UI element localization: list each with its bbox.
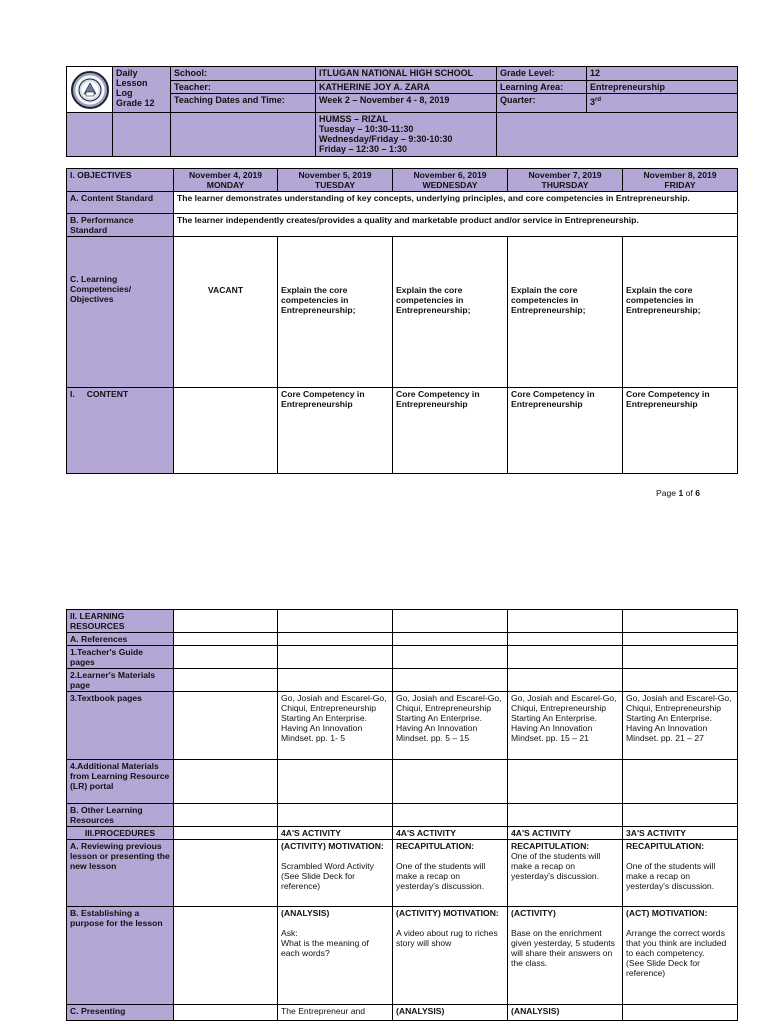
- day-date: November 8, 2019: [643, 170, 717, 180]
- log-title-line: Daily: [116, 68, 138, 78]
- day-name: WEDNESDAY: [422, 180, 478, 190]
- textbook-cell: Go, Josiah and Escarel-Go, Chiqui, Entrepreneurship Starting An Enterprise. Having An Innovation Mindset. pp. 1- 5: [278, 692, 393, 760]
- cell-heading: (ANALYSIS): [281, 908, 330, 918]
- establishing-cell: [508, 907, 623, 1005]
- day-name: THURSDAY: [541, 180, 589, 190]
- objectives-section-label: I. OBJECTIVES: [67, 169, 174, 192]
- textbook-cell: [174, 692, 278, 760]
- empty-cell: [508, 804, 623, 827]
- grade-level-value: 12: [587, 67, 738, 81]
- header-empty-cell: [113, 113, 171, 157]
- procedure-header: 4A'S ACTIVITY: [278, 827, 393, 840]
- log-title-line: Grade 12: [116, 98, 155, 108]
- cell-text: One of the students will make a recap on yesterday's discussion.: [511, 851, 601, 881]
- procedures-section-label: III.PROCEDURES: [67, 827, 174, 840]
- schedule-line: Tuesday – 10:30-11:30: [319, 124, 414, 134]
- content-label: I. CONTENT: [67, 388, 174, 474]
- content-cell: Core Competency in Entrepreneurship: [278, 388, 393, 474]
- learners-materials-label: 2.Learner's Materials page: [67, 669, 174, 692]
- page-current: 1: [678, 488, 684, 498]
- competency-cell: Explain the core competencies in Entrepreneurship;: [278, 237, 393, 388]
- presenting-cell: (ANALYSIS): [393, 1005, 508, 1021]
- cell-heading: (ACTIVITY) MOTIVATION:: [281, 841, 384, 851]
- page-middle: of: [683, 488, 696, 498]
- presenting-label: C. Presenting: [67, 1005, 174, 1021]
- empty-cell: [393, 633, 508, 646]
- log-title: [113, 67, 171, 113]
- performance-standard-label: B. Performance Standard: [67, 214, 174, 237]
- presenting-cell: (ANALYSIS): [508, 1005, 623, 1021]
- references-label: A. References: [67, 633, 174, 646]
- schedule-line: Friday – 12:30 – 1:30: [319, 144, 408, 154]
- quarter-suffix: rd: [595, 97, 602, 103]
- competency-cell: Explain the core competencies in Entrepreneurship;: [508, 237, 623, 388]
- cell-text: One of the students will make a recap on yesterday's discussion.: [626, 861, 716, 891]
- establishing-cell: [174, 907, 278, 1005]
- competency-cell: VACANT: [174, 237, 278, 388]
- quarter-value: [587, 94, 738, 113]
- teacher-label: Teacher:: [171, 81, 316, 94]
- empty-cell: [393, 804, 508, 827]
- competency-cell: Explain the core competencies in Entrepreneurship;: [393, 237, 508, 388]
- page-total: 6: [695, 488, 700, 498]
- competency-cell: Explain the core competencies in Entrepreneurship;: [623, 237, 738, 388]
- reviewing-cell: [623, 840, 738, 907]
- textbook-cell: Go, Josiah and Escarel-Go, Chiqui, Entrepreneurship Starting An Enterprise. Having An Innovation Mindset. pp. 15 – 21: [508, 692, 623, 760]
- empty-cell: [278, 804, 393, 827]
- day-date: November 5, 2019: [298, 170, 372, 180]
- content-cell: [174, 388, 278, 474]
- presenting-cell: [174, 1005, 278, 1021]
- content-cell: Core Competency in Entrepreneurship: [393, 388, 508, 474]
- schedule-line: Wednesday/Friday – 9:30-10:30: [319, 134, 453, 144]
- day-header: [508, 169, 623, 192]
- cell-text: Scrambled Word Activity (See Slide Deck for reference): [281, 861, 374, 891]
- empty-cell: [508, 610, 623, 633]
- reviewing-cell: [174, 840, 278, 907]
- empty-cell: [508, 633, 623, 646]
- page-prefix: Page: [656, 488, 679, 498]
- day-header: [278, 169, 393, 192]
- day-date: November 7, 2019: [528, 170, 602, 180]
- empty-cell: [623, 804, 738, 827]
- school-label: School:: [171, 67, 316, 81]
- seal-emblem-icon: [77, 77, 103, 103]
- quarter-label: Quarter:: [497, 94, 587, 113]
- textbook-cell: Go, Josiah and Escarel-Go, Chiqui, Entrepreneurship Starting An Enterprise. Having An Innovation Mindset. pp. 21 – 27: [623, 692, 738, 760]
- learning-area-value: Entrepreneurship: [587, 81, 738, 94]
- day-date: November 6, 2019: [413, 170, 487, 180]
- empty-cell: [174, 646, 278, 669]
- reviewing-label: A. Reviewing previous lesson or presenting the new lesson: [67, 840, 174, 907]
- header-empty-cell: [67, 113, 113, 157]
- dates-label: Teaching Dates and Time:: [171, 94, 316, 113]
- procedure-header: 3A'S ACTIVITY: [623, 827, 738, 840]
- day-date: November 4, 2019: [188, 170, 263, 180]
- establishing-label: B. Establishing a purpose for the lesson: [67, 907, 174, 1005]
- teacher-value: KATHERINE JOY A. ZARA: [316, 81, 497, 94]
- procedure-header: 4A'S ACTIVITY: [508, 827, 623, 840]
- reviewing-cell: [278, 840, 393, 907]
- empty-cell: [393, 669, 508, 692]
- cell-heading: (ACTIVITY) MOTIVATION:: [396, 908, 499, 918]
- resources-table: [66, 609, 738, 1021]
- cell-text: A video about rug to riches story will show: [396, 928, 498, 948]
- empty-cell: [278, 610, 393, 633]
- empty-cell: [508, 646, 623, 669]
- quarter-number: 3: [590, 97, 596, 107]
- empty-cell: [623, 760, 738, 804]
- content-cell: Core Competency in Entrepreneurship: [623, 388, 738, 474]
- empty-cell: [393, 646, 508, 669]
- empty-cell: [174, 610, 278, 633]
- textbook-cell: Go, Josiah and Escarel-Go, Chiqui, Entrepreneurship Starting An Enterprise. Having An Innovation Mindset. pp. 5 – 15: [393, 692, 508, 760]
- empty-cell: [508, 760, 623, 804]
- schedule-line: HUMSS – RIZAL: [319, 114, 389, 124]
- objectives-table: [66, 168, 738, 474]
- empty-cell: [278, 646, 393, 669]
- day-header: [393, 169, 508, 192]
- cell-heading: RECAPITULATION:: [396, 841, 475, 851]
- empty-cell: [393, 760, 508, 804]
- procedure-header: [174, 827, 278, 840]
- cell-text: One of the students will make a recap on yesterday's discussion.: [396, 861, 486, 891]
- empty-cell: [508, 669, 623, 692]
- day-name: MONDAY: [206, 180, 245, 190]
- resources-section-label: II. LEARNING RESOURCES: [67, 610, 174, 633]
- day-header: [623, 169, 738, 192]
- reviewing-cell: [393, 840, 508, 907]
- deped-seal: [67, 67, 113, 113]
- establishing-cell: [278, 907, 393, 1005]
- content-standard: The learner demonstrates understanding of key concepts, underlying principles, and core competencies in Entrepreneurship.: [174, 192, 738, 214]
- day-name: TUESDAY: [314, 180, 356, 190]
- competencies-label: C. Learning Competencies/ Objectives: [67, 237, 174, 388]
- establishing-cell: [393, 907, 508, 1005]
- empty-cell: [174, 804, 278, 827]
- empty-cell: [623, 646, 738, 669]
- cell-heading: (ACTIVITY): [511, 908, 556, 918]
- dates-value: Week 2 – November 4 - 8, 2019: [316, 94, 497, 113]
- page-number: [656, 488, 700, 498]
- procedure-header: 4A'S ACTIVITY: [393, 827, 508, 840]
- school-value: ITLUGAN NATIONAL HIGH SCHOOL: [316, 67, 497, 81]
- day-header: [174, 169, 278, 192]
- content-standard-label: A. Content Standard: [67, 192, 174, 214]
- reviewing-cell: [508, 840, 623, 907]
- cell-text: Ask: What is the meaning of each words?: [281, 928, 369, 958]
- content-cell: Core Competency in Entrepreneurship: [508, 388, 623, 474]
- cell-text: Base on the enrichment given yesterday, 5 students will share their answers on the class.: [511, 928, 615, 968]
- day-name: FRIDAY: [664, 180, 696, 190]
- empty-cell: [278, 760, 393, 804]
- cell-heading: (ACT) MOTIVATION:: [626, 908, 708, 918]
- presenting-cell: [623, 1005, 738, 1021]
- other-resources-label: B. Other Learning Resources: [67, 804, 174, 827]
- teachers-guide-label: 1.Teacher's Guide pages: [67, 646, 174, 669]
- empty-cell: [393, 610, 508, 633]
- empty-cell: [623, 669, 738, 692]
- empty-cell: [174, 760, 278, 804]
- cell-text: Arrange the correct words that you think are included to each competency. (See Slide Deck for reference): [626, 928, 727, 978]
- cell-heading: RECAPITULATION:: [626, 841, 705, 851]
- additional-materials-label: 4.Additional Materials from Learning Resource (LR) portal: [67, 760, 174, 804]
- establishing-cell: [623, 907, 738, 1005]
- empty-cell: [278, 669, 393, 692]
- header-empty-cell: [497, 113, 738, 157]
- presenting-cell: The Entrepreneur and: [278, 1005, 393, 1021]
- log-title-line: Lesson: [116, 78, 148, 88]
- textbook-label: 3.Textbook pages: [67, 692, 174, 760]
- empty-cell: [623, 610, 738, 633]
- empty-cell: [174, 633, 278, 646]
- header-table: [66, 66, 738, 157]
- performance-standard: The learner independently creates/provides a quality and marketable product and/or service in Entrepreneurship.: [174, 214, 738, 237]
- empty-cell: [174, 669, 278, 692]
- header-empty-cell: [171, 113, 316, 157]
- learning-area-label: Learning Area:: [497, 81, 587, 94]
- log-title-line: Log: [116, 88, 133, 98]
- grade-level-label: Grade Level:: [497, 67, 587, 81]
- empty-cell: [278, 633, 393, 646]
- cell-heading: RECAPITULATION:: [511, 841, 590, 851]
- empty-cell: [623, 633, 738, 646]
- schedule: [316, 113, 497, 157]
